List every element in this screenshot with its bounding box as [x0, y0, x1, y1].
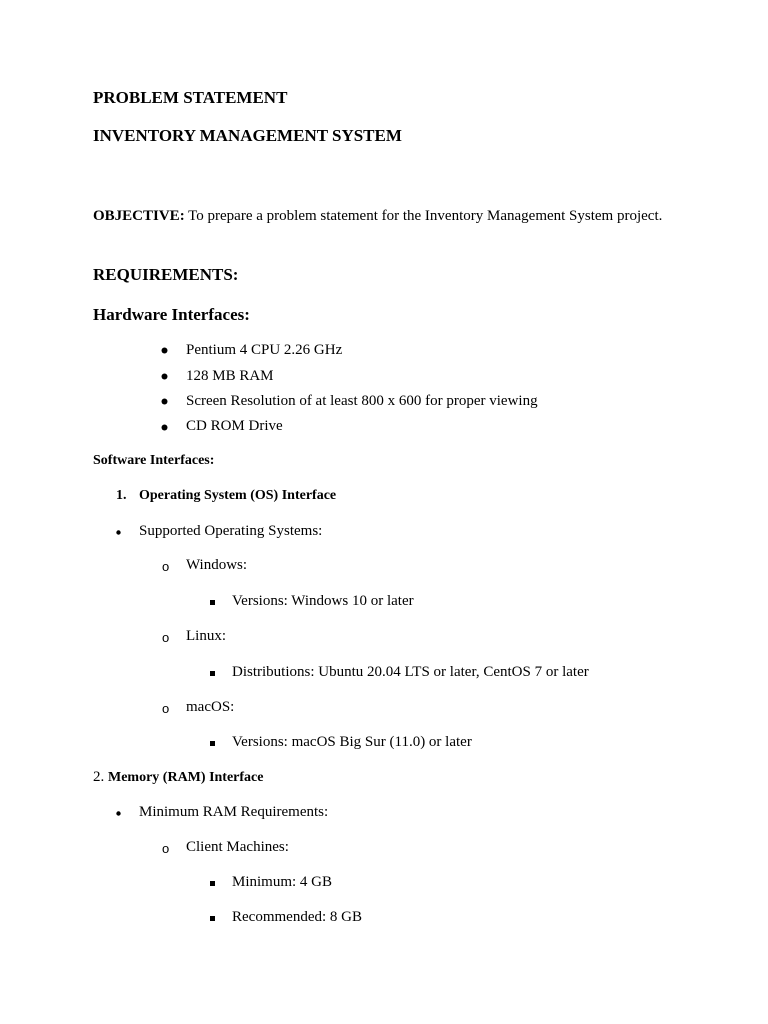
- ram-recommended: Recommended: 8 GB: [232, 909, 362, 925]
- os-detail-macos: Versions: macOS Big Sur (11.0) or later: [232, 734, 472, 750]
- os-detail-linux: Distributions: Ubuntu 20.04 LTS or later, CentOS 7 or later: [232, 664, 589, 680]
- circle-bullet-icon: o: [162, 701, 170, 716]
- square-bullet-icon: [210, 600, 215, 605]
- project-title-heading: INVENTORY MANAGEMENT SYSTEM: [93, 126, 402, 145]
- os-section-title: Operating System (OS) Interface: [139, 488, 337, 503]
- objective-label: OBJECTIVE:: [93, 208, 185, 224]
- memory-section-number: 2.: [93, 769, 105, 785]
- memory-section-title: Memory (RAM) Interface: [108, 770, 264, 785]
- hardware-item: CD ROM Drive: [186, 418, 283, 434]
- bullet-dot-icon: [161, 398, 168, 405]
- square-bullet-icon: [210, 881, 215, 886]
- objective-text: To prepare a problem statement for the Inventory Management System project.: [184, 208, 663, 224]
- os-section-number: 1.: [116, 488, 127, 503]
- bullet-dot-icon: [116, 530, 121, 535]
- bullet-dot-icon: [161, 347, 168, 354]
- circle-bullet-icon: o: [162, 841, 170, 856]
- circle-bullet-icon: o: [162, 630, 170, 645]
- os-detail-windows: Versions: Windows 10 or later: [232, 593, 414, 609]
- bullet-dot-icon: [161, 373, 168, 380]
- os-name-macos: macOS:: [186, 699, 235, 715]
- min-ram-label: Minimum RAM Requirements:: [139, 804, 329, 820]
- square-bullet-icon: [210, 671, 215, 676]
- os-name-windows: Windows:: [186, 557, 248, 573]
- bullet-dot-icon: [116, 811, 121, 816]
- circle-bullet-icon: o: [162, 559, 170, 574]
- square-bullet-icon: [210, 741, 215, 746]
- supported-os-label: Supported Operating Systems:: [139, 523, 323, 539]
- client-machines-label: Client Machines:: [186, 839, 289, 855]
- hardware-item: Screen Resolution of at least 800 x 600 for proper viewing: [186, 393, 538, 409]
- requirements-heading: REQUIREMENTS:: [93, 265, 239, 284]
- square-bullet-icon: [210, 916, 215, 921]
- software-interfaces-heading: Software Interfaces:: [93, 453, 215, 468]
- objective-paragraph: [93, 203, 674, 229]
- problem-statement-heading: PROBLEM STATEMENT: [93, 88, 288, 107]
- hardware-item: Pentium 4 CPU 2.26 GHz: [186, 342, 343, 358]
- os-name-linux: Linux:: [186, 628, 226, 644]
- ram-minimum: Minimum: 4 GB: [232, 874, 333, 890]
- bullet-dot-icon: [161, 424, 168, 431]
- hardware-interfaces-heading: Hardware Interfaces:: [93, 305, 250, 324]
- hardware-item: 128 MB RAM: [186, 368, 274, 384]
